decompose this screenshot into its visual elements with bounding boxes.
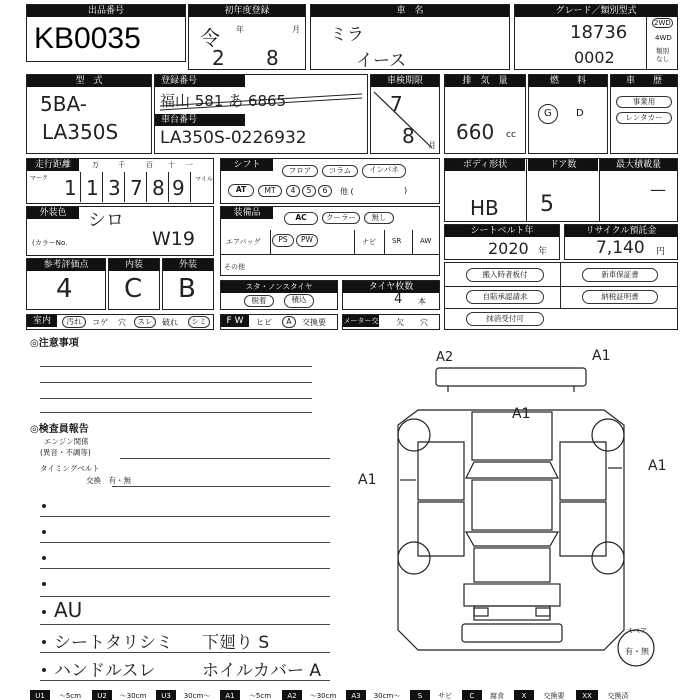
equipment-label: 装備品 xyxy=(221,207,273,219)
color-label: 外装色 xyxy=(27,207,79,219)
month-value: 8 xyxy=(266,46,279,70)
mileage-unit-sen: 千 xyxy=(118,161,125,169)
car-name-line-2: イース xyxy=(356,51,407,71)
body-label: ボディ形状 xyxy=(445,159,525,171)
shift-at: AT xyxy=(228,184,254,197)
chassis-value: LA350S-0226932 xyxy=(160,128,307,148)
report-item-2b: 下廻り S xyxy=(202,633,270,653)
color-no-label: (カラーNo. xyxy=(32,239,68,247)
mileage-unit-ichi: 一 xyxy=(186,161,193,169)
equip-sr: SR xyxy=(392,237,402,245)
equip-other: その他 xyxy=(224,263,245,271)
equip-ps: PS xyxy=(272,234,294,247)
legend-key: U3 xyxy=(156,690,176,700)
legend-val: ～5cm xyxy=(248,692,272,700)
mileage-digit-4: 7 xyxy=(130,176,143,200)
doc-warranty: 新車保証書 xyxy=(582,268,658,282)
legend-key: U1 xyxy=(30,690,50,700)
inspection-month-unit: 月 xyxy=(428,141,436,150)
doc-jibaiseki: 自賠承認請求 xyxy=(466,290,544,304)
spare-label: スペア xyxy=(626,627,647,635)
car-name-label: 車 名 xyxy=(311,5,509,17)
model-value-1: 5BA- xyxy=(40,92,87,116)
legend-val: 交換要 xyxy=(543,692,565,700)
mileage-unit-ju: 十 xyxy=(168,161,175,169)
doors-label: ドア数 xyxy=(528,159,598,171)
history-label: 車 歴 xyxy=(611,75,677,87)
report-item-1: AU xyxy=(54,598,83,622)
report-item-3b: ホイルカバー A xyxy=(202,661,322,681)
report-item-2a: シートタリシミ xyxy=(54,633,173,653)
legend-val: 交換済 xyxy=(607,692,629,700)
legend-val: 腐食 xyxy=(490,692,504,700)
recycle-value: 7,140 xyxy=(596,238,645,258)
report-title: ◎検査員報告 xyxy=(30,424,89,435)
era-mark: 令 xyxy=(200,26,220,50)
legend-val: 30cm～ xyxy=(183,692,211,700)
equip-airbag: エアバッグ xyxy=(226,238,261,246)
interior-grade-value: C xyxy=(124,274,143,304)
meter-label: メーター交 xyxy=(343,317,379,325)
tire-label: スタ・ノンスタイヤ xyxy=(221,281,337,293)
fuel-g: G xyxy=(544,108,552,119)
cond-dirt: 汚れ xyxy=(62,316,86,328)
plate-value: 福山 581 あ 6865 xyxy=(160,92,287,110)
fw-label: F W xyxy=(221,315,249,327)
mark-a2: A2 xyxy=(436,350,454,365)
belt-label: シートベルト年 xyxy=(445,225,559,237)
plate-strike xyxy=(154,86,368,116)
legend-key: C xyxy=(462,690,482,700)
equip-none: 無し xyxy=(364,212,394,224)
report-item-3a: ハンドルスレ xyxy=(54,661,156,681)
history-business: 事業用 xyxy=(616,96,672,108)
color-no-value: W19 xyxy=(152,228,195,250)
belt-unit: 年 xyxy=(538,247,548,257)
recycle-label: リサイクル預託金 xyxy=(565,225,677,237)
grade-value-1: 18736 xyxy=(570,22,628,43)
model-value-2: LA350S xyxy=(42,120,119,144)
lot-number: KB0035 xyxy=(34,22,141,55)
meter-hole: 穴 xyxy=(420,318,428,327)
tire-loaded: 積込 xyxy=(284,294,314,308)
equip-ac: AC xyxy=(284,212,318,225)
equip-navi: ナビ xyxy=(362,238,376,246)
chassis-label: 車台番号 xyxy=(155,114,245,126)
damage-legend xyxy=(30,690,670,700)
drive-2wd: 2WD xyxy=(654,19,671,27)
cond-wear: スレ xyxy=(134,316,156,328)
tire-count-label: タイヤ枚数 xyxy=(343,281,439,293)
mileage-digit-3: 3 xyxy=(108,176,121,200)
model-label: 型 式 xyxy=(27,75,151,87)
engine-sub: (異音・不調等) xyxy=(40,448,91,457)
drive-4wd: 4WD xyxy=(655,34,672,42)
interior-condition-label: 室内 xyxy=(27,315,57,327)
mileage-label: 走行距離 xyxy=(27,159,79,171)
interior-grade-label: 内装 xyxy=(109,259,159,271)
shift-floor: フロア xyxy=(282,165,318,177)
meter-missing: 欠 xyxy=(396,318,404,327)
fw-crack: ヒビ xyxy=(256,318,272,327)
legend-val: ～5cm xyxy=(58,692,82,700)
capacity-value: — xyxy=(650,180,666,199)
legend-key: A3 xyxy=(346,690,366,700)
legend-val: 30cm～ xyxy=(373,692,401,700)
equip-cooler: クーラー xyxy=(322,212,360,224)
legend-val: ～30cm xyxy=(119,692,147,700)
mark-a1-top: A1 xyxy=(592,348,611,364)
shift-6: 6 xyxy=(318,185,332,197)
car-name-line-1: ミラ xyxy=(330,25,364,45)
body-value: HB xyxy=(470,196,499,220)
engine-label: エンジン関係 xyxy=(44,437,89,446)
legend-val: サビ xyxy=(438,692,452,700)
legend-key: A2 xyxy=(282,690,302,700)
mileage-unit-hyaku: 百 xyxy=(146,161,153,169)
capacity-label: 最大積載量 xyxy=(600,159,677,171)
fuel-label: 燃 料 xyxy=(529,75,607,87)
mark-a1-left: A1 xyxy=(358,472,377,488)
cond-tear: 破れ xyxy=(162,318,178,327)
notes-title: ◎注意事項 xyxy=(30,338,79,349)
legend-key: X xyxy=(514,690,534,700)
shift-4: 4 xyxy=(286,185,300,197)
first-registration-label: 初年度登録 xyxy=(189,5,305,17)
exterior-grade-label: 外装 xyxy=(163,259,213,271)
displacement-label: 排 気 量 xyxy=(445,75,525,87)
legend-val: ～30cm xyxy=(309,692,337,700)
timing-opts: 交換 有・無 xyxy=(86,476,131,485)
legend-key: XX xyxy=(576,690,598,700)
shift-5: 5 xyxy=(302,185,316,197)
mileage-digit-2: 1 xyxy=(86,176,99,200)
mark-a1-hood: A1 xyxy=(512,406,531,422)
equip-pw: PW xyxy=(296,234,318,247)
score-value: 4 xyxy=(56,274,73,304)
mileage-mile: マイル xyxy=(195,176,213,183)
plate-label: 登録番号 xyxy=(155,75,245,87)
grade-label: グレード／類別型式 xyxy=(515,5,677,17)
year-value: 2 xyxy=(212,46,225,70)
mileage-unit-man: 万 xyxy=(92,161,99,169)
doc-tax: 納税証明書 xyxy=(582,290,658,304)
doc-cancel: 抹消受付可 xyxy=(466,312,544,326)
cond-hole: 穴 xyxy=(118,318,126,327)
timing-label: タイミングベルト xyxy=(40,464,100,473)
displacement-unit: cc xyxy=(506,130,516,140)
tire-count-unit: 本 xyxy=(418,297,426,306)
exterior-grade-value: B xyxy=(178,274,196,304)
lot-number-label: 出品番号 xyxy=(27,5,185,17)
cond-stain: シミ xyxy=(188,316,210,328)
history-rental: レンタカー xyxy=(616,112,672,124)
mileage-digit-5: 8 xyxy=(152,176,165,200)
month-unit: 月 xyxy=(292,25,300,34)
belt-value: 2020 xyxy=(488,239,529,258)
cond-koge: コゲ xyxy=(92,318,108,327)
mark-a1-right: A1 xyxy=(648,458,667,474)
inspection-label: 車検期限 xyxy=(371,75,439,87)
color-value: シロ xyxy=(88,210,124,231)
spare-opts: 有・無 xyxy=(625,647,649,656)
inspection-value-2: 8 xyxy=(402,124,415,148)
shift-mt: MT xyxy=(258,185,282,197)
legend-key: U2 xyxy=(92,690,112,700)
shift-other-close: ) xyxy=(404,186,408,195)
fw-a: A xyxy=(282,316,296,328)
displacement-value: 660 xyxy=(456,120,495,144)
inspection-value-1: 7 xyxy=(390,92,403,116)
legend-key: A1 xyxy=(220,690,240,700)
mileage-digit-1: 1 xyxy=(64,176,77,200)
drive-none: 類別 なし xyxy=(656,47,669,63)
shift-label: シフト xyxy=(221,159,273,171)
score-label: 参考評価点 xyxy=(27,259,105,271)
tire-count-value: 4 xyxy=(394,292,403,307)
equip-aw: AW xyxy=(420,237,432,245)
year-unit: 年 xyxy=(236,25,244,34)
tire-detach: 脱着 xyxy=(244,295,274,307)
recycle-unit: 円 xyxy=(656,247,666,257)
grade-value-2: 0002 xyxy=(574,48,615,67)
fuel-d: D xyxy=(576,108,584,119)
fw-replace: 交換要 xyxy=(302,318,326,327)
shift-inpane: インパネ xyxy=(362,164,406,178)
legend-key: S xyxy=(410,690,430,700)
doors-value: 5 xyxy=(540,192,554,217)
shift-other: 他 ( xyxy=(340,187,354,196)
shift-column: コラム xyxy=(322,165,358,177)
mileage-digit-6: 9 xyxy=(172,176,185,200)
doc-plate: 搬入時者板付 xyxy=(466,268,544,282)
mileage-marker: マーク xyxy=(30,175,49,182)
